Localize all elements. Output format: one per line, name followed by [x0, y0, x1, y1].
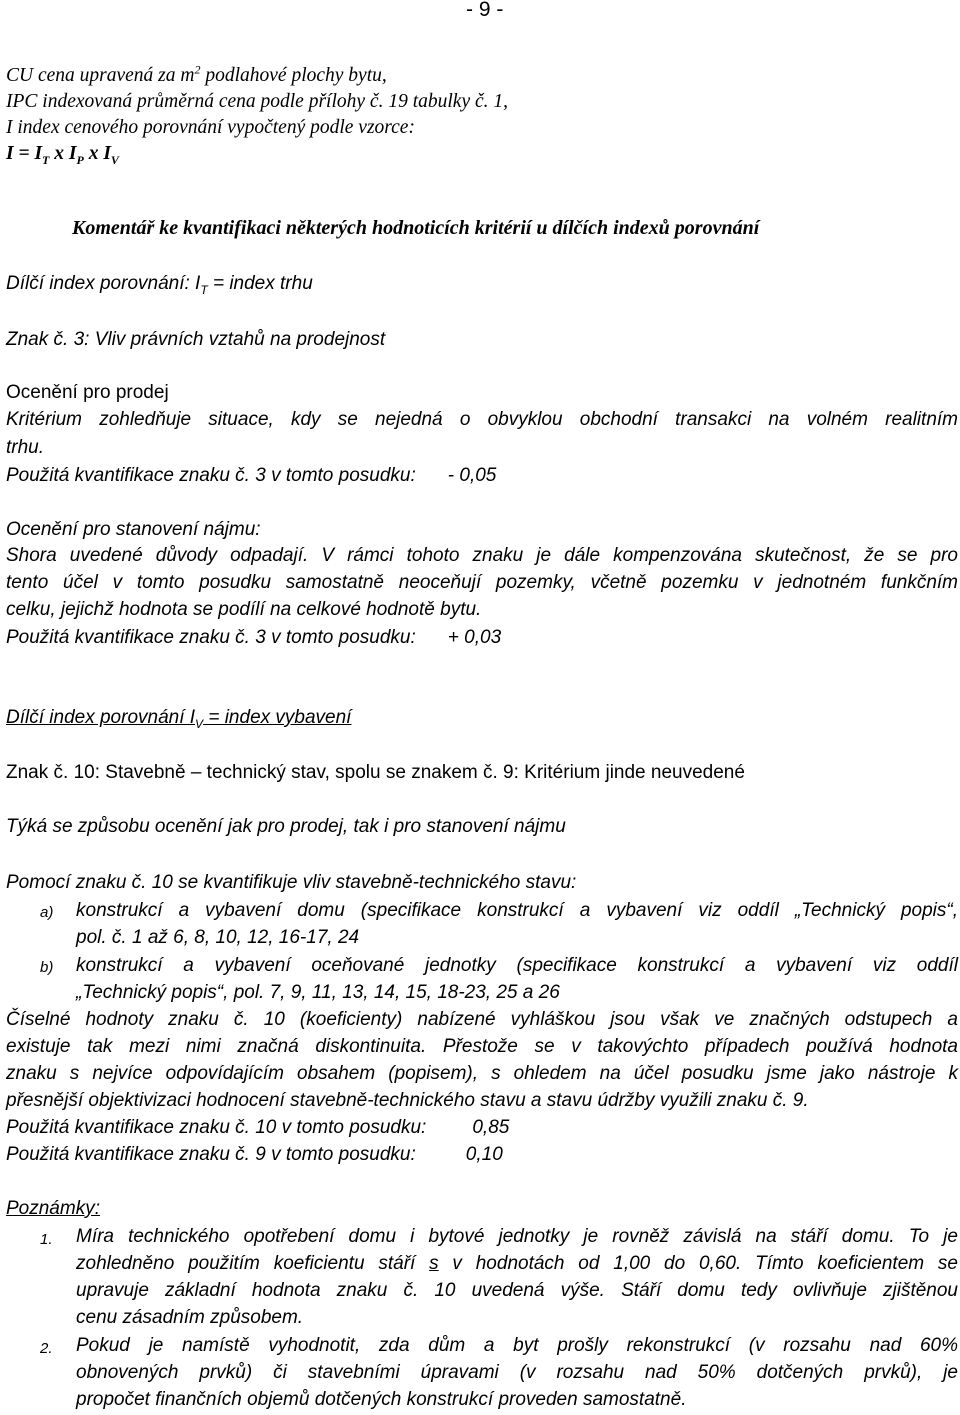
znak10-title: Znak č. 10: Stavebně – technický stav, spolu se znakem č. 9: Kritérium jinde neuvedené: [6, 762, 745, 783]
sale-quantification: Použitá kvantifikace znaku č. 3 v tomto posudku: - 0,05: [6, 465, 497, 486]
znak10-para-3: znaku s nejvíce odpovídajícím obsahem (popisem), s ohledem na účel posudku jsme jako nástroje k: [6, 1063, 958, 1084]
rent-text-3: celku, jejichž hodnota se podílí na celkové hodnotě bytu.: [6, 599, 482, 620]
sale-text-2: trhu.: [6, 437, 45, 458]
applies-text: Týká se způsobu ocenění jak pro prodej, tak i pro stanovení nájmu: [6, 816, 566, 837]
rent-text-1: Shora uvedené důvody odpadají. V rámci tohoto znaku je dále kompenzována skutečnost, že se pro: [6, 545, 958, 566]
notes-heading: Poznámky:: [6, 1198, 100, 1219]
znak10-para-4: přesnější objektivizaci hodnocení stavebně-technického stavu a stavu údržby využili znaku č. 9.: [6, 1090, 809, 1111]
list-item: a) konstrukcí a vybavení domu (specifikace konstrukcí a vybavení viz oddíl „Technický popis“, pol. č. 1 až 6, 8, 10, 12, 16-17, 24: [40, 900, 958, 948]
rent-heading: Ocenění pro stanovení nájmu:: [6, 519, 261, 540]
legend-i: I index cenového porovnání vypočtený podle vzorce:: [6, 117, 415, 138]
note-item: 1. Míra technického opotřebení domu i bytové jednotky je rovněž závislá na stáří domu. To je zohledněno použitím koeficientu stáří s v hodnotách od 1,00 do 0,60. Tímto koeficientem se upravuje základní hodnota znaku č. 10 uvedená výše. Stáří domu tedy ovlivňuje zjištěnou cenu zásadním způsobem.: [40, 1226, 958, 1328]
sale-text-1: Kritérium zohledňuje situace, kdy se nejedná o obvyklou obchodní transakci na volném realitním: [6, 409, 958, 430]
legend-cu: CU cena upravená za $m^2$ podlahové plochy bytu,: [6, 62, 387, 86]
note-item: 2. Pokud je namístě vyhodnotit, zda dům a byt prošly rekonstrukcí (v rozsahu nad 60% obnovených prvků) či stavebními úpravami (v rozsahu nad 50% dotčených prvků), je propočet finančních objemů dotčených konstrukcí proveden samostatně.: [40, 1335, 958, 1410]
rent-text-2: tento účel v tomto posudku samostatně neoceňují pozemky, včetně pozemku v jednotném funkčním: [6, 572, 958, 593]
znak10-intro: Pomocí znaku č. 10 se kvantifikuje vliv stavebně-technického stavu:: [6, 872, 577, 893]
znak3-title: Znak č. 3: Vliv právních vztahů na prodejnost: [6, 329, 386, 350]
quant10: Použitá kvantifikace znaku č. 10 v tomto posudku: 0,85: [6, 1117, 510, 1138]
legend-ipc: IPC indexovaná průměrná cena podle přílohy č. 19 tabulky č. 1,: [6, 91, 509, 112]
list-item: b) konstrukcí a vybavení oceňované jednotky (specifikace konstrukcí a vybavení viz oddíl „Technický popis“, pol. 7, 9, 11, 13, 14, 15, 18-23, 25 a 26: [40, 955, 958, 1003]
rent-quantification: Použitá kvantifikace znaku č. 3 v tomto posudku: + 0,03: [6, 627, 502, 648]
znak10-para-1: Číselné hodnoty znaku č. 10 (koeficienty) nabízené vyhláškou jsou však ve značných odstupech a: [6, 1009, 958, 1030]
sale-heading: Ocenění pro prodej: [6, 382, 169, 403]
index-t-heading: Dílčí index porovnání: $I_T$ = index trhu: [6, 273, 313, 297]
page-number: - 9 -: [466, 0, 504, 21]
znak10-para-2: existuje tak mezi nimi značná diskontinuita. Přestože se v takovýchto případech používá hodnota: [6, 1036, 958, 1057]
formula: $I = I_T$ x $I_P$ x $I_V$: [6, 143, 119, 167]
index-v-heading: Dílčí index porovnání $I_V$ = index vybavení: [6, 707, 352, 731]
quant9: Použitá kvantifikace znaku č. 9 v tomto posudku: 0,10: [6, 1144, 503, 1165]
comment-heading: Komentář ke kvantifikaci některých hodnoticích kritérií u dílčích indexů porovnání: [72, 217, 760, 239]
